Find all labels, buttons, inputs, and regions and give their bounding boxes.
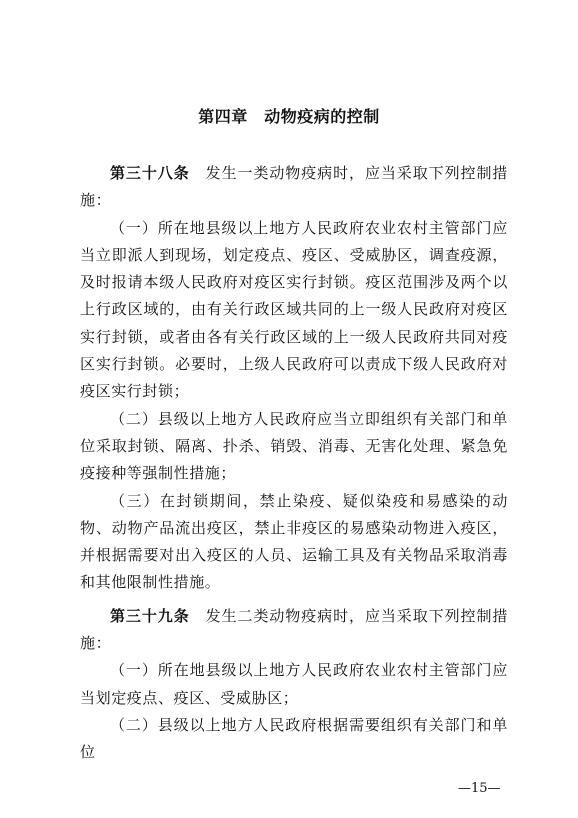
article-38-item-3: （三）在封锁期间，禁止染疫、疑似染疫和易感染的动物、动物产品流出疫区，禁止非疫区的易感染动物进入疫区，并根据需要对出入疫区的人员、运输工具及有关物品采取消毒和其他限制性措施。 bbox=[80, 491, 508, 592]
article-38-intro bbox=[80, 160, 508, 215]
article-39-label: 第三十九条 bbox=[110, 606, 190, 625]
article-38-label: 第三十八条 bbox=[110, 164, 190, 182]
article-38-intro-text: 发生一类动物疫病时，应当采取下列控制措施： bbox=[80, 164, 508, 210]
article-39-intro-text: 发生二类动物疫病时，应当采取下列控制措施： bbox=[80, 606, 508, 653]
article-38-item-2: （二）县级以上地方人民政府应当立即组织有关部门和单位采取封锁、隔离、扑杀、销毁、消毒、无害化处理、紧急免疫接种等强制性措施； bbox=[80, 409, 508, 483]
article-39-item-2: （二）县级以上地方人民政府根据需要组织有关部门和单位 bbox=[80, 715, 508, 762]
article-38-item-1: （一）所在地县级以上地方人民政府农业农村主管部门应当立即派人到现场，划定疫点、疫区、受威胁区，调查疫源，及时报请本级人民政府对疫区实行封锁。疫区范围涉及两个以上行政区域的，由有关行政区域共同的上一级人民政府对疫区实行封锁，或者由各有关行政区域的上一级人民政府共同对疫区实行封锁。必要时，上级人民政府可以责成下级人民政府对疫区实行封锁； bbox=[80, 218, 508, 401]
article-39-intro bbox=[80, 603, 508, 658]
page-number: —15— bbox=[458, 781, 501, 796]
document-body bbox=[80, 160, 508, 767]
chapter-title: 第四章 动物疫病的控制 bbox=[198, 107, 380, 126]
article-39-item-1: （一）所在地县级以上地方人民政府农业农村主管部门应当划定疫点、疫区、受威胁区； bbox=[80, 661, 508, 707]
